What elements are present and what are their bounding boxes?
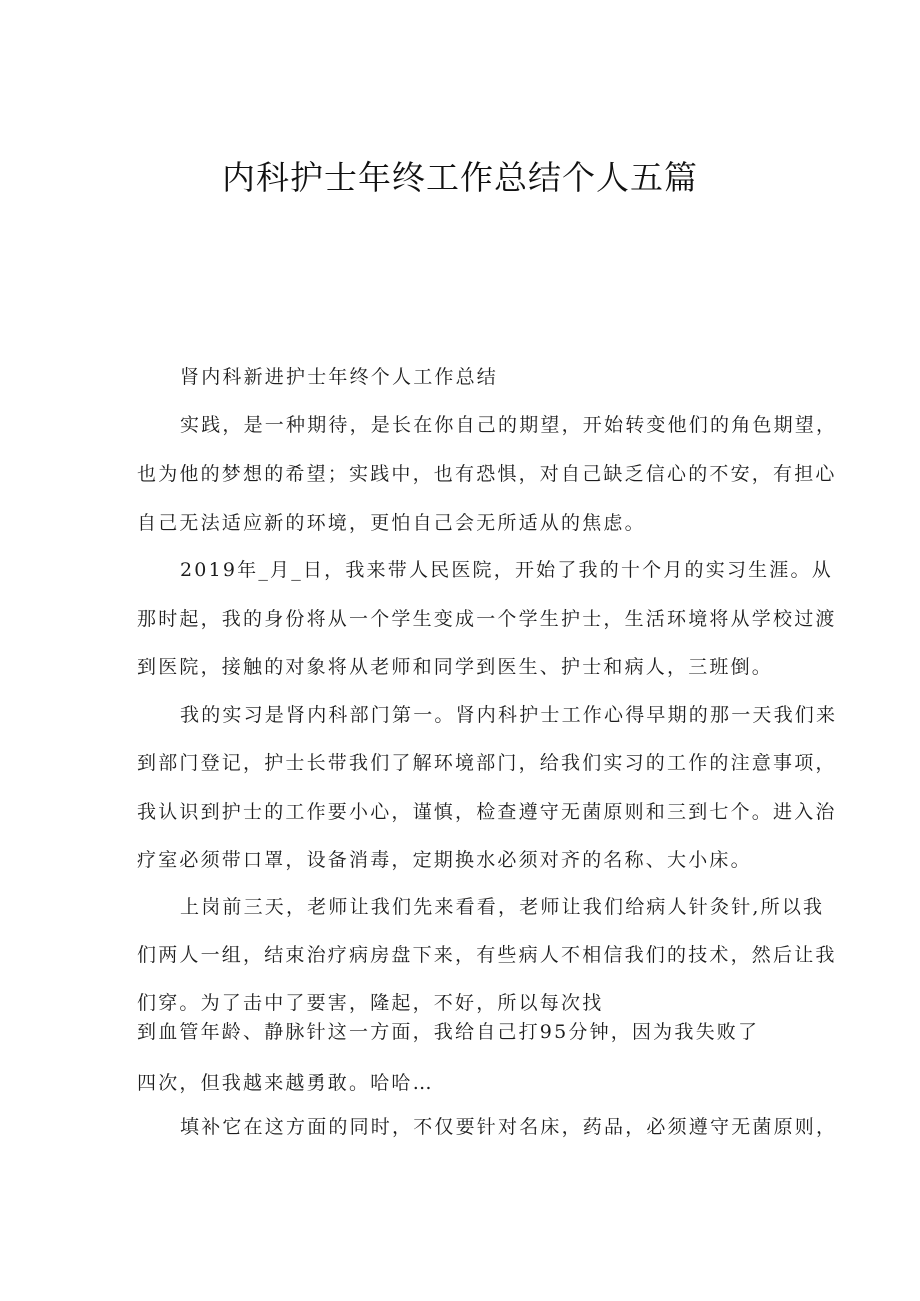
section-heading: 肾内科新进护士年终个人工作总结 xyxy=(180,366,499,388)
paragraph-line: 我的实习是肾内科部门第一。肾内科护士工作心得早期的那一天我们来 xyxy=(180,704,838,726)
paragraph-line: 们两人一组，结束治疗病房盘下来，有些病人不相信我们的技术，然后让我 xyxy=(137,944,837,966)
paragraph-line: 们穿。为了击中了要害，隆起，不好，所以每次找 xyxy=(137,992,604,1014)
paragraph-line: 四次，但我越来越勇敢。哈哈… xyxy=(137,1072,434,1094)
paragraph-line: 到部门登记，护士长带我们了解环境部门，给我们实习的工作的注意事项， xyxy=(137,752,837,774)
paragraph-line: 也为他的梦想的希望；实践中，也有恐惧，对自己缺乏信心的不安，有担心 xyxy=(137,463,837,485)
paragraph-line: 2019年_月_日，我来带人民医院，开始了我的十个月的实习生涯。从 xyxy=(180,559,833,581)
paragraph-line: 我认识到护士的工作要小心，谨慎，检查遵守无菌原则和三到七个。进入治 xyxy=(137,801,837,823)
paragraph-line: 那时起，我的身份将从一个学生变成一个学生护士，生活环境将从学校过渡 xyxy=(137,608,837,630)
paragraph-line: 上岗前三天，老师让我们先来看看，老师让我们给病人针灸针,所以我 xyxy=(180,896,825,918)
paragraph-line: 疗室必须带口罩，设备消毒，定期换水必须对齐的名称、大小床。 xyxy=(137,849,752,871)
paragraph-line: 实践，是一种期待，是长在你自己的期望，开始转变他们的角色期望， xyxy=(180,414,838,436)
paragraph-line: 填补它在这方面的同时，不仅要针对名床，药品，必须遵守无菌原则， xyxy=(180,1116,838,1138)
paragraph-line: 到血管年龄、静脉针这一方面，我给自己打95分钟，因为我失败了 xyxy=(137,1021,760,1043)
document-title: 内科护士年终工作总结个人五篇 xyxy=(222,158,698,197)
paragraph-line: 自己无法适应新的环境，更怕自己会无所适从的焦虑。 xyxy=(137,512,646,534)
paragraph-line: 到医院，接触的对象将从老师和同学到医生、护士和病人，三班倒。 xyxy=(137,656,774,678)
